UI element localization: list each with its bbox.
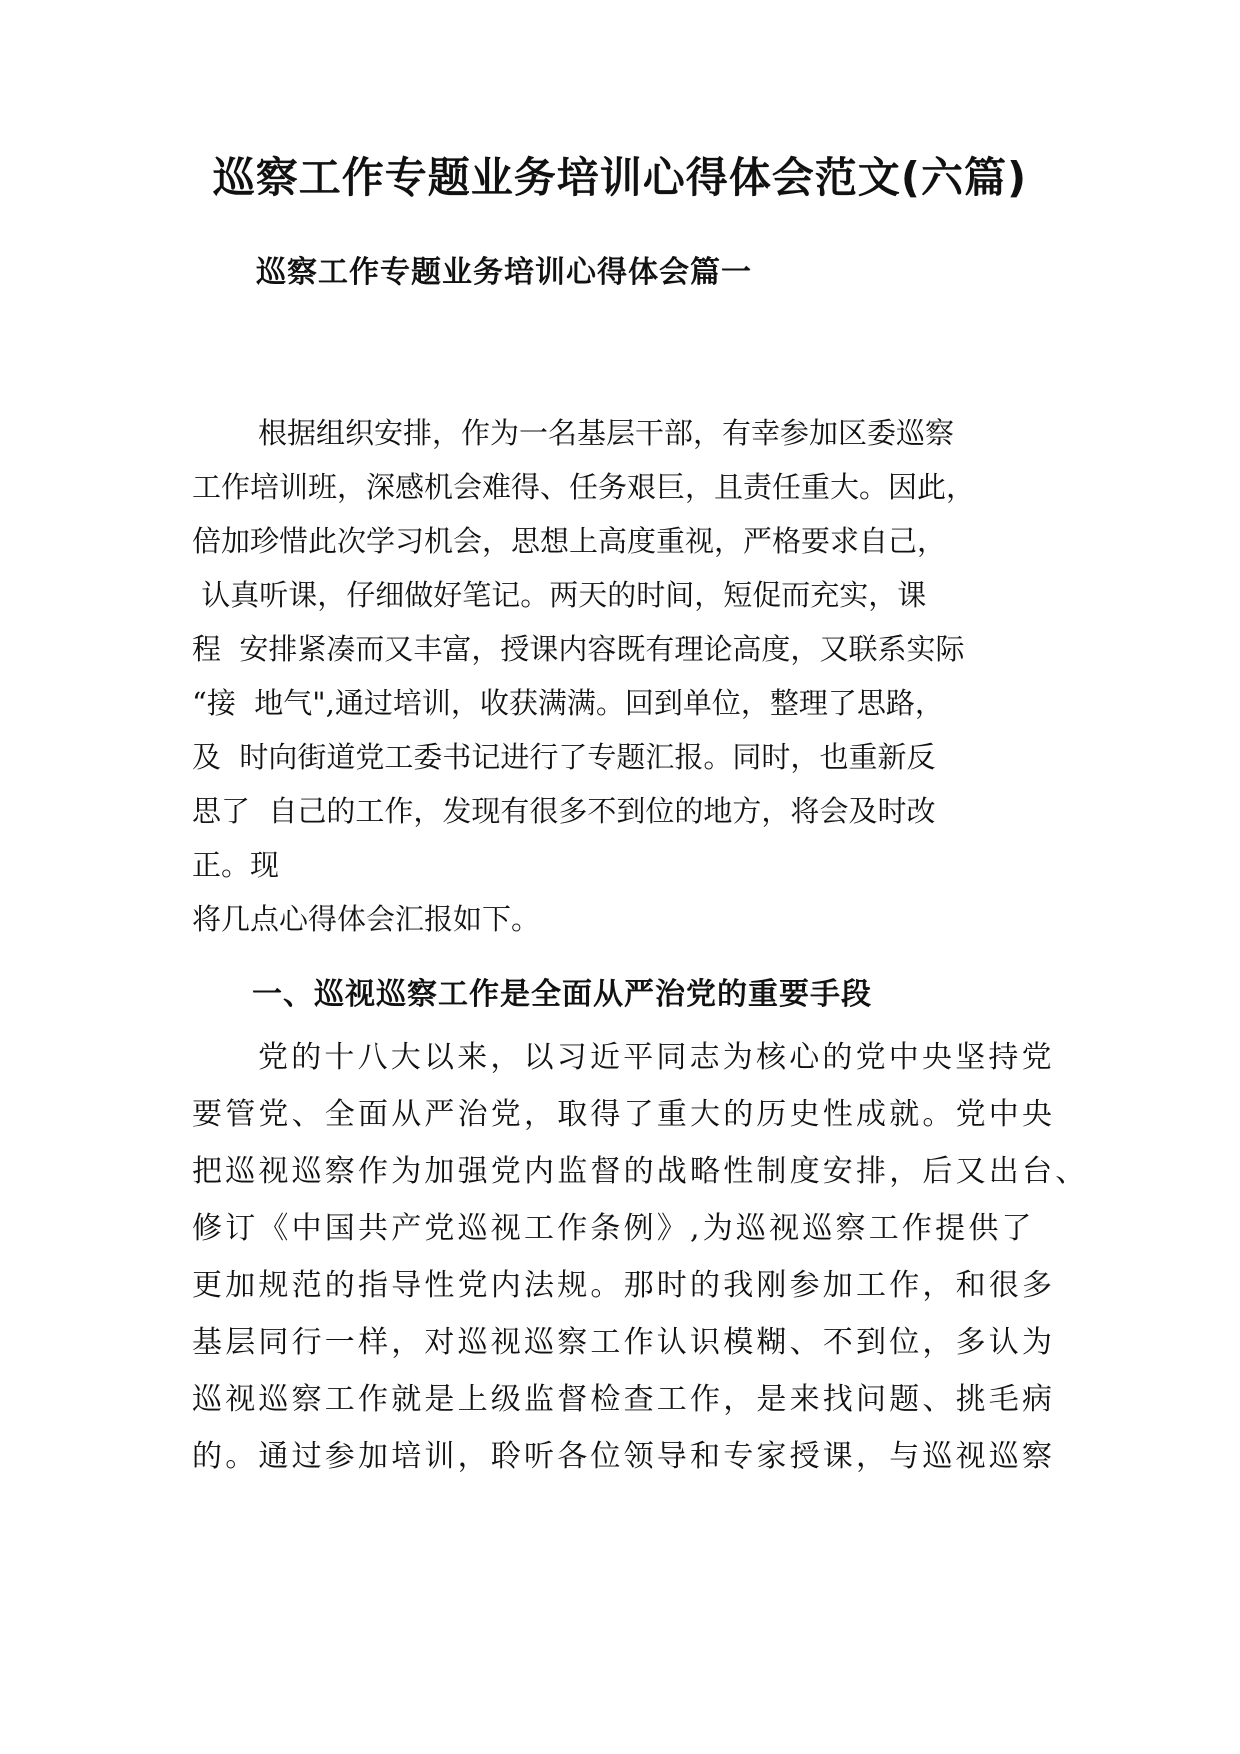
- paragraph-line: 基层同行一样，对巡视巡察工作认识模糊、不到位，多认为: [192, 1325, 1056, 1360]
- paragraph-line: 巡视巡察工作就是上级监督检查工作，是来找问题、挑毛病: [192, 1382, 1056, 1417]
- section-heading: 一、巡视巡察工作是全面从严治党的重要手段: [252, 977, 872, 1012]
- paragraph-line: 程 安排紧凑而又丰富，授课内容既有理论高度，又联系实际: [192, 632, 965, 666]
- paragraph-line: 认真听课，仔细做好笔记。两天的时间，短促而充实，课: [192, 578, 927, 612]
- article-subtitle: 巡察工作专题业务培训心得体会篇一: [256, 255, 752, 290]
- paragraph-line: 的。通过参加培训，聆听各位领导和专家授课，与巡视巡察: [192, 1439, 1056, 1474]
- paragraph-line: 要管党、全面从严治党，取得了重大的历史性成就。党中央: [192, 1097, 1056, 1132]
- paragraph-line: 及 时向街道党工委书记进行了专题汇报。同时，也重新反: [192, 740, 936, 774]
- paragraph-line: 工作培训班，深感机会难得、任务艰巨，且责任重大。因此，: [192, 470, 976, 504]
- paragraph-line: 把巡视巡察作为加强党内监督的战略性制度安排，后又出台、: [192, 1154, 1089, 1189]
- paragraph-line: 倍加珍惜此次学习机会，思想上高度重视，严格要求自己，: [192, 524, 947, 558]
- document-title: 巡察工作专题业务培训心得体会范文(六篇): [212, 153, 1028, 202]
- paragraph-line: 思了 自己的工作，发现有很多不到位的地方，将会及时改: [192, 794, 936, 828]
- paragraph-line: 正。现: [192, 848, 280, 882]
- paragraph-line: 党的十八大以来，以习近平同志为核心的党中央坚持党: [258, 1040, 1055, 1075]
- paragraph-line: 修订《中国共产党巡视工作条例》,为巡视巡察工作提供了: [192, 1211, 1035, 1246]
- paragraph-line: 更加规范的指导性党内法规。那时的我刚参加工作，和很多: [192, 1268, 1056, 1303]
- paragraph-line: 将几点心得体会汇报如下。: [192, 902, 541, 936]
- paragraph-line: “接 地气",通过培训，收获满满。回到单位，整理了思路，: [192, 686, 944, 720]
- paragraph-line: 根据组织安排，作为一名基层干部，有幸参加区委巡察: [258, 416, 955, 450]
